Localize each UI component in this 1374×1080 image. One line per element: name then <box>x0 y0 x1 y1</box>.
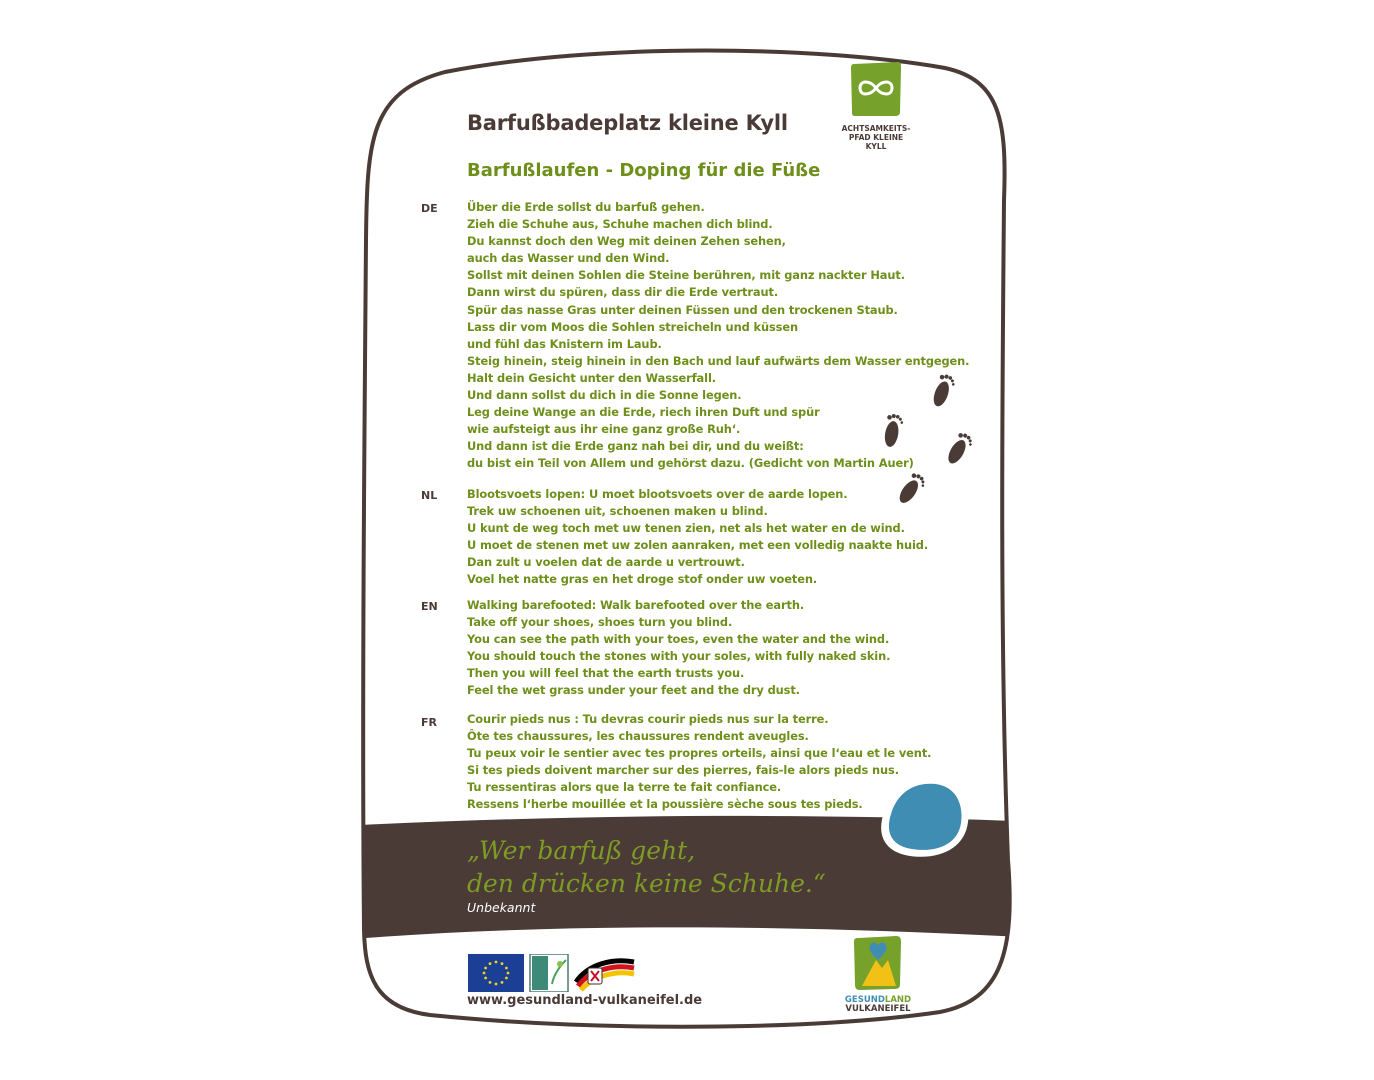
logo-gesund: GESUND <box>844 995 885 1005</box>
rlp-germany-flag-icon <box>576 961 634 990</box>
poem-line: Si tes pieds doivent marcher sur des pierres, fais-le alors pieds nus. <box>467 763 899 778</box>
poem-line: Zieh die Schuhe aus, Schuhe machen dich blind. <box>467 217 773 232</box>
poem-line: Tu ressentiras alors que la terre te fait confiance. <box>467 780 782 795</box>
poem-line: Take off your shoes, shoes turn you blind. <box>467 615 733 630</box>
quote-line-1: „Wer barfuß geht, <box>467 836 696 865</box>
poem-line: Spür das nasse Gras unter deinen Füssen und den trockenen Staub. <box>467 302 898 317</box>
poem-line: wie aufsteigt aus ihr eine ganz große Ruh‘. <box>467 422 741 437</box>
poem-line: Leg deine Wange an die Erde, riech ihren Duft und spür <box>467 405 820 420</box>
poem-line: und fühl das Knistern im Laub. <box>467 336 662 351</box>
poem-line: Blootsvoets lopen: U moet blootsvoets over de aarde lopen. <box>467 487 848 501</box>
page-subtitle: Barfußlaufen - Doping für die Füße <box>467 160 821 181</box>
poem-line: Lass dir vom Moos die Sohlen streicheln und küssen <box>467 319 798 334</box>
poem-line: You should touch the stones with your soles, with fully naked skin. <box>467 649 891 664</box>
eu-flag-icon <box>468 954 524 992</box>
poem-de <box>467 199 969 473</box>
poem-line: Tu peux voir le sentier avec tes propres orteils, ainsi que l‘eau et le vent. <box>467 746 932 761</box>
quote-line-2: den drücken keine Schuhe.“ <box>467 869 826 898</box>
achtsamkeitspfad-logo <box>838 60 914 151</box>
poem-line: Then you will feel that the earth trusts you. <box>467 666 745 681</box>
poem-line: Und dann ist die Erde ganz nah bei dir, und du weißt: <box>467 439 804 454</box>
gesundland-logo <box>842 932 914 1014</box>
poem-line: Ôte tes chaussures, les chaussures rendent aveugles. <box>467 729 809 744</box>
poem-line: Dann wirst du spüren, dass dir die Erde vertraut. <box>467 285 779 300</box>
poem-line: Über die Erde sollst du barfuß gehen. <box>467 200 705 214</box>
language-code-fr: FR <box>421 716 437 729</box>
logo-vulkaneifel: VULKANEIFEL <box>845 1004 911 1014</box>
language-code-en: EN <box>421 600 438 613</box>
quote-author: Unbekannt <box>467 900 536 915</box>
poem-line: Ressens l‘herbe mouillée et la poussière sèche sous tes pieds. <box>467 797 863 812</box>
poem-line: U kunt de weg toch met uw tenen zien, net als het water en de wind. <box>467 521 905 536</box>
page-title: Barfußbadeplatz kleine Kyll <box>467 111 788 135</box>
poem-en <box>467 597 890 700</box>
poem-line: You can see the path with your toes, even the water and the wind. <box>467 632 890 647</box>
poem-line: Sollst mit deinen Sohlen die Steine berühren, mit ganz nackter Haut. <box>467 268 905 283</box>
poem-line: Feel the wet grass under your feet and the dry dust. <box>467 683 800 698</box>
poem-line: Halt dein Gesicht unter den Wasserfall. <box>467 370 716 385</box>
poem-line: Und dann sollst du dich in die Sonne legen. <box>467 388 742 403</box>
logo-line-1: ACHTSAMKEITS- <box>841 124 911 133</box>
poem-line: Dan zult u voelen dat de aarde u vertrouwt. <box>467 555 745 570</box>
mountain-heart-icon <box>842 932 914 992</box>
poem-fr <box>467 711 931 814</box>
poem-line: Trek uw schoenen uit, schoenen maken u blind. <box>467 504 768 519</box>
poem-line: du bist ein Teil von Allem und gehörst dazu. (Gedicht von Martin Auer) <box>467 456 914 471</box>
leader-logo-icon <box>530 954 568 992</box>
infinity-icon <box>838 60 914 118</box>
logo-land: LAND <box>884 995 912 1005</box>
funding-logos <box>468 954 638 992</box>
poem-line: auch das Wasser und den Wind. <box>467 251 670 266</box>
poem-line: Courir pieds nus : Tu devras courir pieds nus sur la terre. <box>467 712 829 726</box>
poem-line: U moet de stenen met uw zolen aanraken, met een volledig naakte huid. <box>467 538 929 553</box>
poem-line: Steig hinein, steig hinein in den Bach und lauf aufwärts dem Wasser entgegen. <box>467 353 970 368</box>
website-link[interactable]: www.gesundland-vulkaneifel.de <box>467 993 703 1008</box>
quote <box>467 834 826 900</box>
poem-nl <box>467 486 928 589</box>
poem-line: Du kannst doch den Weg mit deinen Zehen sehen, <box>467 234 786 249</box>
language-code-nl: NL <box>421 489 438 502</box>
logo-line-2: PFAD KLEINE KYLL <box>848 133 904 151</box>
language-code-de: DE <box>421 202 438 215</box>
poem-line: Walking barefooted: Walk barefooted over the earth. <box>467 598 805 612</box>
poem-line: Voel het natte gras en het droge stof onder uw voeten. <box>467 572 818 587</box>
